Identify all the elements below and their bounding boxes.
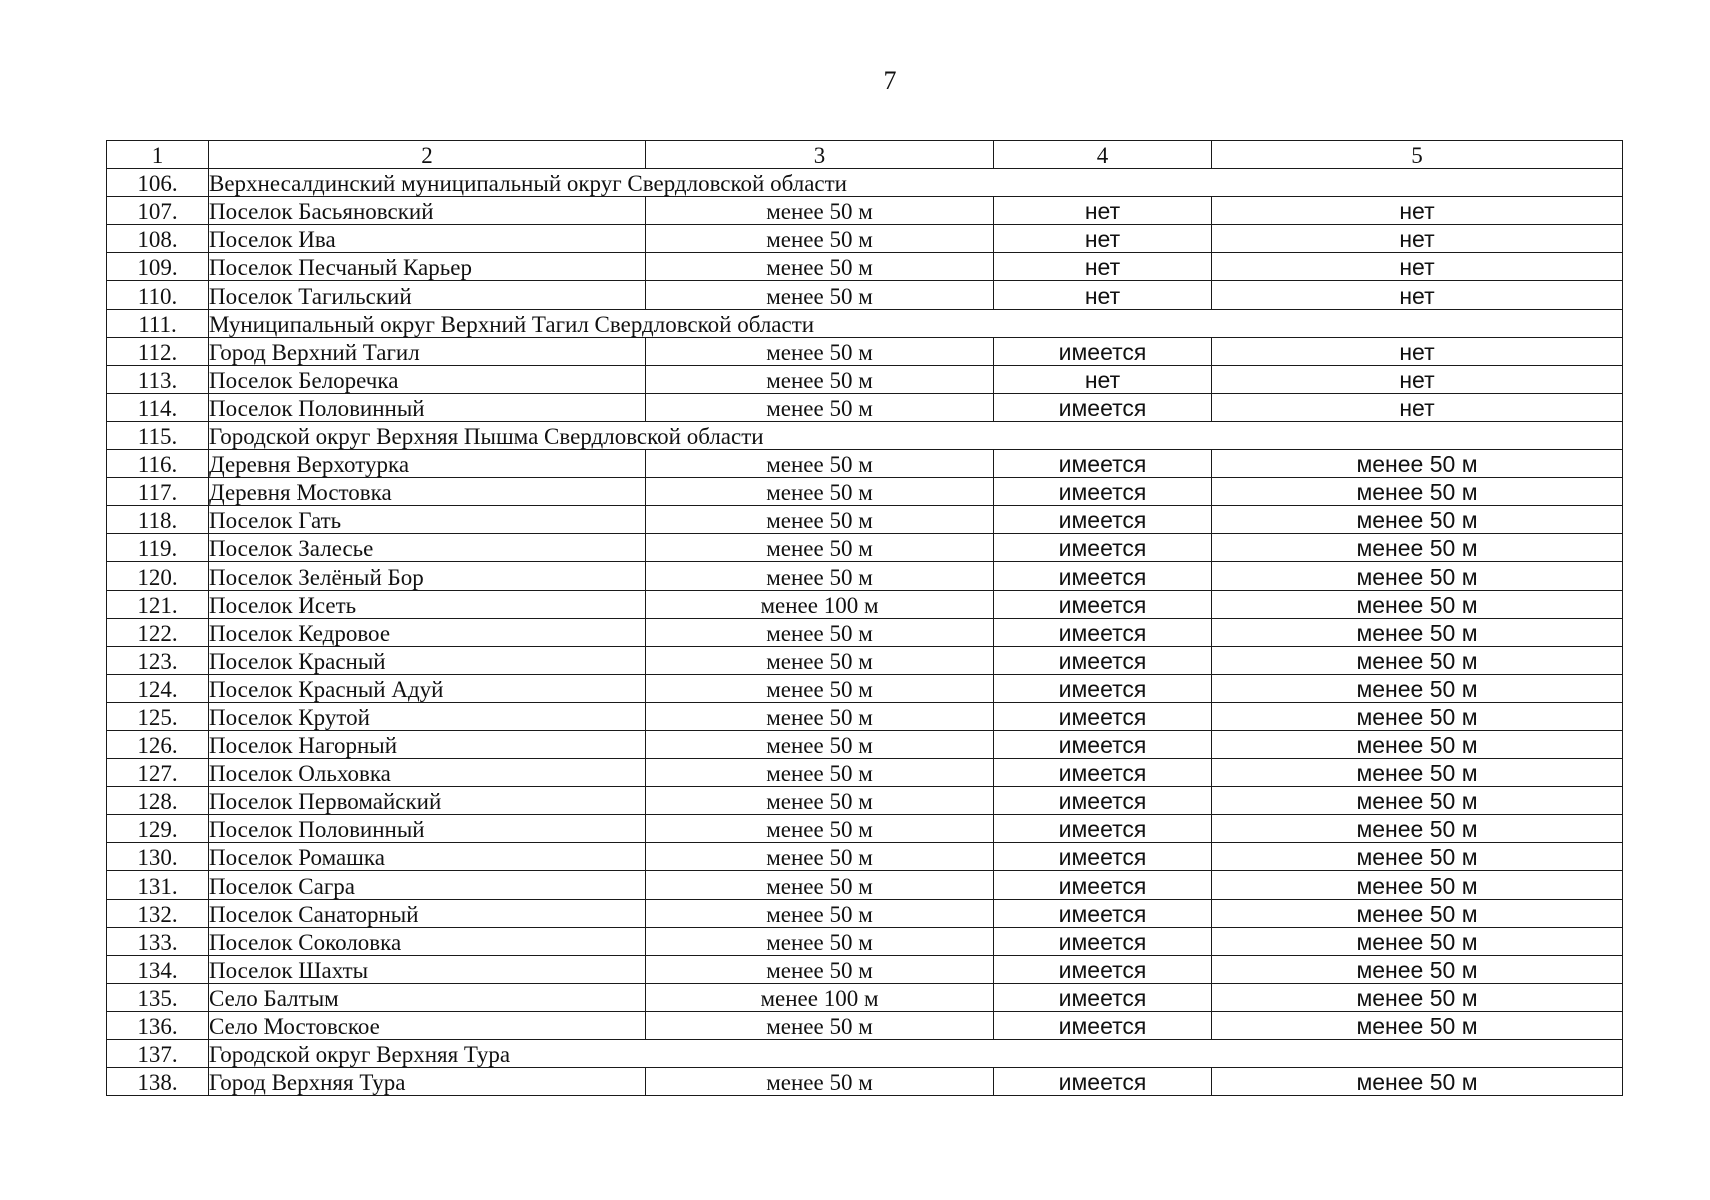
distance-value: менее 50 м [646, 871, 994, 899]
table-row [107, 815, 1623, 843]
distance-value-secondary: менее 50 м [1212, 1011, 1623, 1039]
distance-value-secondary: менее 50 м [1212, 618, 1623, 646]
table-row [107, 871, 1623, 899]
distance-value-secondary: нет [1212, 225, 1623, 253]
row-number: 130. [107, 843, 209, 871]
table-row [107, 1068, 1623, 1096]
row-number: 120. [107, 562, 209, 590]
row-number: 129. [107, 815, 209, 843]
distance-value: менее 50 м [646, 702, 994, 730]
distance-value-secondary: менее 50 м [1212, 871, 1623, 899]
table-row [107, 983, 1623, 1011]
distance-value-secondary: менее 50 м [1212, 759, 1623, 787]
row-number: 114. [107, 393, 209, 421]
settlement-name: Поселок Сагра [209, 871, 646, 899]
settlement-name: Поселок Ольховка [209, 759, 646, 787]
row-number: 132. [107, 899, 209, 927]
settlement-name: Поселок Нагорный [209, 730, 646, 758]
settlement-name: Поселок Шахты [209, 955, 646, 983]
column-header: 3 [646, 141, 994, 169]
group-row [107, 309, 1623, 337]
availability-value: имеется [994, 506, 1212, 534]
availability-value: нет [994, 365, 1212, 393]
row-number: 119. [107, 534, 209, 562]
row-number: 125. [107, 702, 209, 730]
group-row [107, 1040, 1623, 1068]
table-row [107, 646, 1623, 674]
table-row [107, 927, 1623, 955]
distance-value-secondary: менее 50 м [1212, 1068, 1623, 1096]
distance-value-secondary: менее 50 м [1212, 478, 1623, 506]
row-number: 138. [107, 1068, 209, 1096]
distance-value: менее 50 м [646, 281, 994, 309]
page-number: 7 [883, 66, 897, 95]
row-number: 117. [107, 478, 209, 506]
distance-value-secondary: нет [1212, 393, 1623, 421]
distance-value-secondary: менее 50 м [1212, 730, 1623, 758]
table-row [107, 365, 1623, 393]
row-number: 126. [107, 730, 209, 758]
row-number: 136. [107, 1011, 209, 1039]
distance-value-secondary: менее 50 м [1212, 955, 1623, 983]
row-number: 106. [107, 169, 209, 197]
distance-value-secondary: менее 50 м [1212, 787, 1623, 815]
row-number: 109. [107, 253, 209, 281]
distance-value-secondary: менее 50 м [1212, 815, 1623, 843]
distance-value-secondary: менее 50 м [1212, 646, 1623, 674]
availability-value: имеется [994, 337, 1212, 365]
table-row [107, 1011, 1623, 1039]
availability-value: нет [994, 225, 1212, 253]
distance-value: менее 100 м [646, 983, 994, 1011]
distance-value-secondary: менее 50 м [1212, 702, 1623, 730]
table-row [107, 534, 1623, 562]
settlement-name: Поселок Половинный [209, 815, 646, 843]
distance-value-secondary: менее 50 м [1212, 450, 1623, 478]
availability-value: имеется [994, 702, 1212, 730]
table-row [107, 702, 1623, 730]
availability-value: имеется [994, 730, 1212, 758]
group-row [107, 169, 1623, 197]
distance-value: менее 50 м [646, 787, 994, 815]
table-row [107, 730, 1623, 758]
municipality-name: Городской округ Верхняя Тура [209, 1040, 1623, 1068]
distance-value: менее 50 м [646, 365, 994, 393]
distance-value: менее 100 м [646, 590, 994, 618]
distance-value-secondary: нет [1212, 197, 1623, 225]
availability-value: имеется [994, 815, 1212, 843]
column-header: 4 [994, 141, 1212, 169]
table-row [107, 225, 1623, 253]
row-number: 122. [107, 618, 209, 646]
table-row [107, 562, 1623, 590]
row-number: 134. [107, 955, 209, 983]
distance-value: менее 50 м [646, 955, 994, 983]
availability-value: имеется [994, 646, 1212, 674]
municipality-name: Верхнесалдинский муниципальный округ Свердловской области [209, 169, 1623, 197]
distance-value: менее 50 м [646, 618, 994, 646]
availability-value: имеется [994, 590, 1212, 618]
distance-value-secondary: менее 50 м [1212, 927, 1623, 955]
distance-value: менее 50 м [646, 253, 994, 281]
row-number: 107. [107, 197, 209, 225]
availability-value: имеется [994, 843, 1212, 871]
settlement-name: Поселок Соколовка [209, 927, 646, 955]
row-number: 111. [107, 309, 209, 337]
distance-value-secondary: нет [1212, 365, 1623, 393]
distance-value: менее 50 м [646, 759, 994, 787]
availability-value: имеется [994, 562, 1212, 590]
availability-value: имеется [994, 478, 1212, 506]
row-number: 108. [107, 225, 209, 253]
table-row [107, 590, 1623, 618]
distance-value: менее 50 м [646, 450, 994, 478]
availability-value: имеется [994, 534, 1212, 562]
row-number: 135. [107, 983, 209, 1011]
availability-value: имеется [994, 1068, 1212, 1096]
table-row [107, 281, 1623, 309]
row-number: 123. [107, 646, 209, 674]
distance-value: менее 50 м [646, 815, 994, 843]
distance-value-secondary: менее 50 м [1212, 843, 1623, 871]
table-row [107, 393, 1623, 421]
settlement-name: Поселок Белоречка [209, 365, 646, 393]
distance-value-secondary: менее 50 м [1212, 983, 1623, 1011]
availability-value: имеется [994, 955, 1212, 983]
distance-value: менее 50 м [646, 843, 994, 871]
row-number: 113. [107, 365, 209, 393]
table-row [107, 899, 1623, 927]
availability-value: нет [994, 281, 1212, 309]
table-row [107, 450, 1623, 478]
row-number: 118. [107, 506, 209, 534]
row-number: 115. [107, 421, 209, 449]
settlement-name: Поселок Первомайский [209, 787, 646, 815]
table-row [107, 506, 1623, 534]
settlement-name: Поселок Крутой [209, 702, 646, 730]
distance-value: менее 50 м [646, 1011, 994, 1039]
settlement-name: Город Верхняя Тура [209, 1068, 646, 1096]
table-row [107, 674, 1623, 702]
availability-value: имеется [994, 787, 1212, 815]
settlement-name: Поселок Зелёный Бор [209, 562, 646, 590]
availability-value: имеется [994, 927, 1212, 955]
availability-value: имеется [994, 674, 1212, 702]
row-number: 137. [107, 1040, 209, 1068]
distance-value-secondary: менее 50 м [1212, 674, 1623, 702]
table-row [107, 843, 1623, 871]
row-number: 131. [107, 871, 209, 899]
availability-value: нет [994, 253, 1212, 281]
settlement-name: Поселок Залесье [209, 534, 646, 562]
row-number: 112. [107, 337, 209, 365]
settlement-name: Поселок Красный Адуй [209, 674, 646, 702]
row-number: 127. [107, 759, 209, 787]
settlement-name: Поселок Ромашка [209, 843, 646, 871]
settlement-name: Деревня Мостовка [209, 478, 646, 506]
settlement-name: Поселок Кедровое [209, 618, 646, 646]
settlement-name: Поселок Половинный [209, 393, 646, 421]
table-row [107, 618, 1623, 646]
distance-value: менее 50 м [646, 393, 994, 421]
settlement-name: Поселок Гать [209, 506, 646, 534]
settlement-name: Поселок Санаторный [209, 899, 646, 927]
distance-value: менее 50 м [646, 674, 994, 702]
distance-value-secondary: менее 50 м [1212, 534, 1623, 562]
settlement-name: Поселок Красный [209, 646, 646, 674]
column-header: 2 [209, 141, 646, 169]
settlements-table [106, 140, 1623, 1096]
group-row [107, 421, 1623, 449]
availability-value: имеется [994, 983, 1212, 1011]
table-row [107, 787, 1623, 815]
availability-value: имеется [994, 871, 1212, 899]
table-row [107, 478, 1623, 506]
table-row [107, 337, 1623, 365]
distance-value-secondary: нет [1212, 281, 1623, 309]
settlement-name: Поселок Басьяновский [209, 197, 646, 225]
distance-value: менее 50 м [646, 646, 994, 674]
distance-value: менее 50 м [646, 506, 994, 534]
distance-value: менее 50 м [646, 927, 994, 955]
distance-value: менее 50 м [646, 225, 994, 253]
settlement-name: Село Балтым [209, 983, 646, 1011]
distance-value: менее 50 м [646, 730, 994, 758]
availability-value: имеется [994, 393, 1212, 421]
availability-value: имеется [994, 899, 1212, 927]
availability-value: имеется [994, 759, 1212, 787]
row-number: 124. [107, 674, 209, 702]
municipality-name: Городской округ Верхняя Пышма Свердловской области [209, 421, 1623, 449]
distance-value: менее 50 м [646, 337, 994, 365]
settlement-name: Город Верхний Тагил [209, 337, 646, 365]
row-number: 116. [107, 450, 209, 478]
municipality-name: Муниципальный округ Верхний Тагил Свердловской области [209, 309, 1623, 337]
row-number: 110. [107, 281, 209, 309]
distance-value-secondary: менее 50 м [1212, 899, 1623, 927]
settlement-name: Деревня Верхотурка [209, 450, 646, 478]
settlement-name: Поселок Тагильский [209, 281, 646, 309]
distance-value-secondary: менее 50 м [1212, 562, 1623, 590]
settlement-name: Село Мостовское [209, 1011, 646, 1039]
table-row [107, 197, 1623, 225]
distance-value: менее 50 м [646, 478, 994, 506]
distance-value: менее 50 м [646, 197, 994, 225]
distance-value-secondary: менее 50 м [1212, 506, 1623, 534]
row-number: 128. [107, 787, 209, 815]
availability-value: имеется [994, 450, 1212, 478]
column-header: 1 [107, 141, 209, 169]
distance-value-secondary: нет [1212, 253, 1623, 281]
availability-value: нет [994, 197, 1212, 225]
distance-value-secondary: менее 50 м [1212, 590, 1623, 618]
settlement-name: Поселок Ива [209, 225, 646, 253]
distance-value-secondary: нет [1212, 337, 1623, 365]
table-body [107, 141, 1623, 1096]
availability-value: имеется [994, 618, 1212, 646]
distance-value: менее 50 м [646, 534, 994, 562]
distance-value: менее 50 м [646, 1068, 994, 1096]
distance-value: менее 50 м [646, 562, 994, 590]
row-number: 133. [107, 927, 209, 955]
availability-value: имеется [994, 1011, 1212, 1039]
table-row [107, 955, 1623, 983]
row-number: 121. [107, 590, 209, 618]
column-header: 5 [1212, 141, 1623, 169]
table-row [107, 253, 1623, 281]
distance-value: менее 50 м [646, 899, 994, 927]
table-header-row [107, 141, 1623, 169]
settlement-name: Поселок Песчаный Карьер [209, 253, 646, 281]
table-row [107, 759, 1623, 787]
settlement-name: Поселок Исеть [209, 590, 646, 618]
